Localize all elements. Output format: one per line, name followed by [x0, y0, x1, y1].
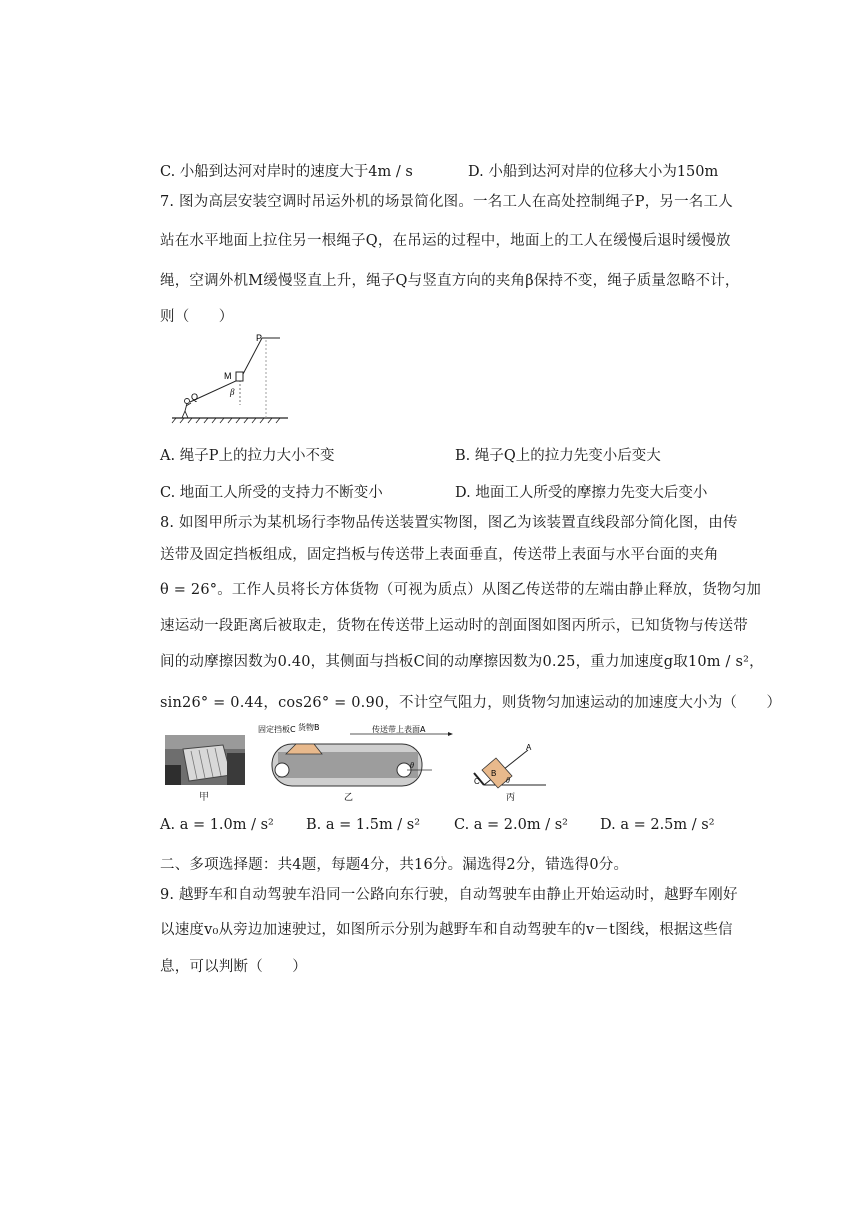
caption-jia: 甲 — [199, 792, 209, 803]
photo-jia — [165, 735, 245, 785]
label-p: P — [256, 333, 263, 343]
caption-bing: 丙 — [506, 793, 516, 803]
q7-option-c: C. 地面工人所受的支持力不断变小 — [160, 485, 383, 501]
q7-option-b: B. 绳子Q上的拉力先变小后变大 — [455, 448, 661, 464]
q8-stem-5: 间的动摩擦因数为0.40，其侧面与挡板C间的动摩擦因数为0.25，重力加速度g取10m / s²， — [160, 654, 764, 670]
label-theta-yi: θ — [410, 761, 414, 770]
label-b-bing: B — [491, 769, 497, 778]
label-a-bing: A — [526, 743, 532, 752]
q9-stem-2: 以速度v₀从旁边加速驶过，如图所示分别为越野车和自动驾驶车的v－t图线，根据这些信 — [160, 922, 733, 938]
label-cargo: 货物B — [298, 723, 320, 732]
q8-stem-2: 送带及固定挡板组成，固定挡板与传送带上表面垂直，传送带上表面与水平台面的夹角 — [160, 547, 719, 563]
q8-option-d: D. a = 2.5m / s² — [600, 817, 715, 833]
label-m: M — [224, 371, 232, 381]
q7-stem-2: 站在水平地面上拉住另一根绳子Q，在吊运的过程中，地面上的工人在缓慢后退时缓慢放 — [160, 233, 731, 249]
q7-option-d: D. 地面工人所受的摩擦力先变大后变小 — [455, 485, 708, 501]
q7-option-a: A. 绳子P上的拉力大小不变 — [160, 448, 335, 464]
q7-stem-1: 7. 图为高层安装空调时吊运外机的场景简化图。一名工人在高处控制绳子P，另一名工人 — [160, 194, 733, 210]
label-beta: β — [230, 387, 235, 397]
q8-stem-3: θ = 26°。工作人员将长方体货物（可视为质点）从图乙传送带的左端由静止释放，货物匀加 — [160, 582, 762, 598]
label-theta-bing: θ — [506, 776, 510, 785]
ac-unit-m — [236, 372, 243, 381]
q7-figure — [170, 330, 290, 425]
q8-stem-6: sin26° = 0.44，cos26° = 0.90，不计空气阻力，则货物匀加速运动的加速度大小为（ ） — [160, 695, 782, 711]
q8-stem-4: 速运动一段距离后被取走，货物在传送带上运动时的剖面图如图丙所示，已知货物与传送带 — [160, 618, 748, 634]
section-2-heading: 二、多项选择题：共4题，每题4分，共16分。漏选得2分，错选得0分。 — [160, 857, 629, 873]
label-surface: 传送带上表面A — [372, 725, 426, 734]
q7-stem-4: 则（ ） — [160, 309, 234, 325]
q7-stem-3: 绳，空调外机M缓慢竖直上升，绳子Q与竖直方向的夹角β保持不变，绳子质量忽略不计， — [160, 273, 740, 289]
q8-stem-1: 8. 如图甲所示为某机场行李物品传送装置实物图，图乙为该装置直线段部分简化图，由传 — [160, 515, 738, 531]
figure-yi — [258, 722, 462, 804]
q8-option-a: A. a = 1.0m / s² — [160, 817, 274, 833]
label-plate: 固定挡板C — [258, 725, 296, 734]
label-c-bing: C — [474, 777, 480, 786]
figure-jia — [165, 735, 245, 803]
q9-stem-1: 9. 越野车和自动驾驶车沿同一公路向东行驶，自动驾驶车由静止开始运动时，越野车刚好 — [160, 887, 738, 903]
label-q: Q — [191, 392, 199, 402]
worker-icon — [182, 399, 191, 419]
q8-option-c: C. a = 2.0m / s² — [454, 817, 568, 833]
ground-hatch — [172, 418, 280, 423]
caption-yi: 乙 — [344, 793, 354, 803]
rope-p — [242, 338, 262, 376]
q6-option-c: C. 小船到达河对岸时的速度大于4m / s — [160, 164, 413, 180]
q6-option-d: D. 小船到达河对岸的位移大小为150m — [468, 164, 719, 180]
figure-bing — [470, 730, 550, 804]
q9-stem-3: 息，可以判断（ ） — [160, 959, 307, 975]
q8-option-b: B. a = 1.5m / s² — [306, 817, 421, 833]
left-roller — [275, 763, 289, 777]
